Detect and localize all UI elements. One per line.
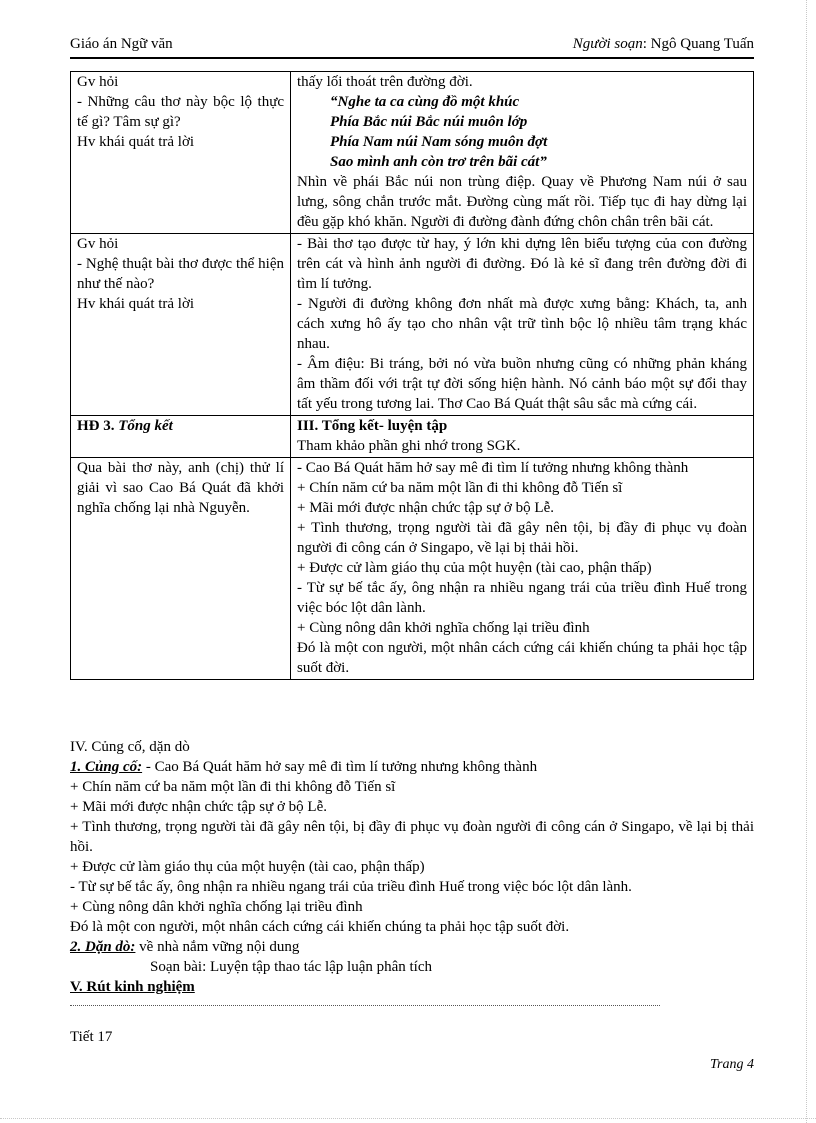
- header-rule: [70, 57, 754, 59]
- activity-line: Gv hỏi: [77, 236, 119, 252]
- content-paragraph: Nhìn về phái Bắc núi non trùng điệp. Quay về Phương Nam núi ở sau lưng, sông chắn trước mắt. Đường cùng mất rồi. Tiếp tục đi hay dừng lại đều gặp khó khăn. Người đi đường đành đứng chôn chân trên bãi cát.: [297, 174, 747, 230]
- content-cell: [291, 72, 754, 234]
- page-edge-bottom: [0, 1118, 816, 1119]
- content-line: + Chín năm cứ ba năm một lần đi thi không đỗ Tiến sĩ: [297, 480, 623, 496]
- content-paragraph: - Bài thơ tạo được từ hay, ý lớn khi dựng lên biểu tượng của con đường trên cát và hình ảnh người đi đường. Đó là kẻ sĩ đang trên đường đời đi tìm lí tưởng.: [297, 236, 747, 292]
- teacher-activity-cell: [71, 72, 291, 234]
- poem-line: Phía Nam núi Nam sóng muôn đợt: [330, 134, 548, 150]
- header-author-name: : Ngô Quang Tuấn: [642, 36, 754, 52]
- page-edge-right: [806, 0, 807, 1123]
- activity-line: Hv khái quát trả lời: [77, 296, 195, 312]
- content-cell: [291, 416, 754, 458]
- content-line: - Cao Bá Quát hăm hở say mê đi tìm lí tưởng nhưng không thành: [297, 460, 689, 476]
- page-header: [70, 36, 754, 58]
- consolidation-line: [70, 757, 754, 777]
- section-heading: IV. Củng cố, dặn dò: [70, 739, 190, 755]
- table-row: [71, 234, 754, 416]
- activity-title: Tổng kết: [118, 418, 173, 434]
- content-line: + Được cử làm giáo thụ của một huyện (tài cao, phận thấp): [297, 560, 652, 576]
- lesson-number: Tiết 17: [70, 1029, 113, 1045]
- section-title: III. Tổng kết- luyện tập: [297, 418, 448, 434]
- consolidation-item: + Chín năm cứ ba năm một lần đi thi không đỗ Tiến sĩ: [70, 779, 396, 795]
- content-cell: [291, 234, 754, 416]
- homework-item: Soạn bài: Luyện tập thao tác lập luận phân tích: [150, 959, 432, 975]
- consolidation-label: 1. Củng cố:: [70, 759, 143, 775]
- activity-line: - Những câu thơ này bộc lộ thực tế gì? Tâm sự gì?: [77, 94, 284, 130]
- poem-line: Sao mình anh còn trơ trên bãi cát”: [330, 154, 547, 170]
- content-line: + Tình thương, trọng người tài đã gây nên tội, bị đầy đi phục vụ đoàn người đi công cán ở Singapo, về lại bị thải hồi.: [297, 520, 747, 556]
- header-subject: Giáo án Ngữ văn: [70, 36, 173, 52]
- teacher-activity-cell: [71, 458, 291, 680]
- homework-line: [70, 937, 754, 957]
- header-author-label: Người soạn: [572, 36, 643, 52]
- content-line: Đó là một con người, một nhân cách cứng cái khiến chúng ta phải học tập suốt đời.: [297, 640, 747, 676]
- activity-question: Qua bài thơ này, anh (chị) thử lí giải vì sao Cao Bá Quát đã khởi nghĩa chống lại nhà Nguyễn.: [77, 460, 284, 516]
- consolidation-text: - Cao Bá Quát hăm hở say mê đi tìm lí tưởng nhưng không thành: [142, 759, 538, 775]
- poem-line: “Nghe ta ca cùng đồ một khúc: [330, 94, 520, 110]
- consolidation-item: + Mãi mới được nhận chức tập sự ở bộ Lễ.: [70, 799, 328, 815]
- content-cell: [291, 458, 754, 680]
- teacher-activity-cell: [71, 234, 291, 416]
- consolidation-item: + Được cử làm giáo thụ của một huyện (tài cao, phận thấp): [70, 859, 425, 875]
- table-row: [71, 458, 754, 680]
- content-line: thấy lối thoát trên đường đời.: [297, 74, 473, 90]
- header-author: [573, 36, 754, 53]
- consolidation-section: [70, 737, 754, 997]
- consolidation-item: + Tình thương, trọng người tài đã gây nên tội, bị đầy đi phục vụ đoàn người đi công cán ở Singapo, về lại bị thải hồi.: [70, 819, 754, 855]
- table-row: [71, 416, 754, 458]
- consolidation-item: Đó là một con người, một nhân cách cứng cái khiến chúng ta phải học tập suốt đời.: [70, 919, 570, 935]
- page-number: Trang 4: [710, 1057, 754, 1072]
- content-line: + Cùng nông dân khởi nghĩa chống lại triều đình: [297, 620, 590, 636]
- consolidation-item: + Cùng nông dân khởi nghĩa chống lại triều đình: [70, 899, 363, 915]
- activity-line: Gv hỏi: [77, 74, 119, 90]
- consolidation-item: - Từ sự bế tắc ấy, ông nhận ra nhiều ngang trái của triều đình Huế trong việc bóc lột dân lành.: [70, 879, 632, 895]
- content-paragraph: - Người đi đường không đơn nhất mà được xưng bằng: Khách, ta, anh cách xưng hô ấy tạo cho nhân vật trữ tình bộc lộ nhiều tâm trạng khác nhau.: [297, 296, 747, 352]
- poem-line: Phía Bắc núi Bắc núi muôn lớp: [330, 114, 528, 130]
- activity-line: - Nghệ thuật bài thơ được thể hiện như thế nào?: [77, 256, 284, 292]
- section-heading: V. Rút kinh nghiệm: [70, 979, 195, 995]
- homework-text: về nhà nắm vững nội dung: [135, 939, 300, 955]
- content-paragraph: - Âm điệu: Bi tráng, bởi nó vừa buồn nhưng cũng có những phản kháng âm thầm đối với trật tự đời sống hiện hành. Nó cảnh báo một sự đổi thay tất yếu trong tương lai. Thơ Cao Bá Quát thật sâu sắc mà cứng cái.: [297, 356, 747, 412]
- content-line: Tham khảo phần ghi nhớ trong SGK.: [297, 438, 521, 454]
- content-line: - Từ sự bế tắc ấy, ông nhận ra nhiều ngang trái của triều đình Huế trong việc bóc lột dân lành.: [297, 580, 747, 616]
- table-row: [71, 72, 754, 234]
- homework-label: 2. Dặn dò:: [70, 939, 136, 955]
- activity-line: Hv khái quát trả lời: [77, 134, 195, 150]
- activity-number: HĐ 3.: [77, 418, 119, 434]
- content-line: + Mãi mới được nhận chức tập sự ở bộ Lễ.: [297, 500, 555, 516]
- teacher-activity-cell: [71, 416, 291, 458]
- dotted-answer-line: [70, 1005, 660, 1006]
- lesson-table: [70, 71, 754, 680]
